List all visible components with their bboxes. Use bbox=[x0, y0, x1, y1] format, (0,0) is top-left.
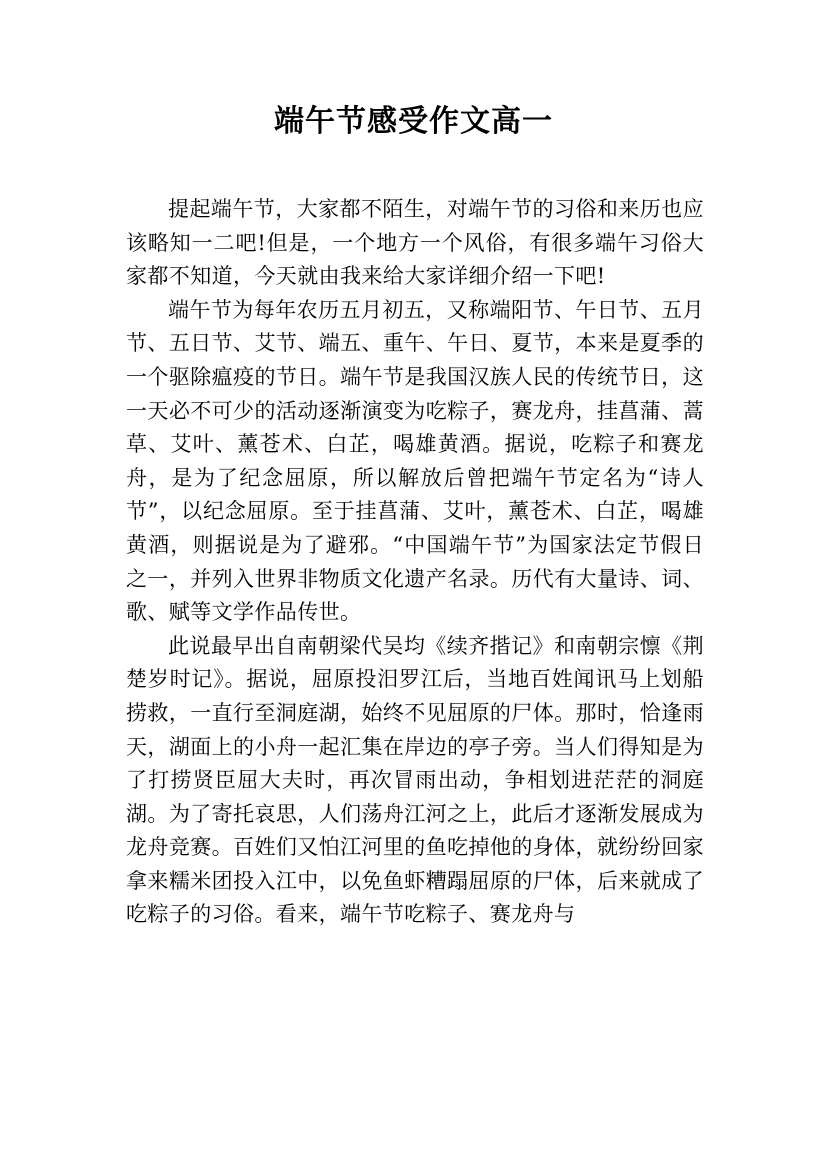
document-title: 端午节感受作文高一 bbox=[274, 104, 553, 139]
paragraph-festival-origin: 端午节为每年农历五月初五，又称端阳节、午日节、五月节、五日节、艾节、端五、重午、午日、夏节，本来是夏季的一个驱除瘟疫的节日。端午节是我国汉族人民的传统节日，这一天必不可少的活动逐渐演变为吃粽子，赛龙舟，挂菖蒲、蒿草、艾叶、薰苍术、白芷，喝雄黄酒。据说，吃粽子和赛龙舟，是为了纪念屈原，所以解放后曾把端午节定名为“诗人节”，以纪念屈原。至于挂菖蒲、艾叶，薰苍术、白芷，喝雄黄酒，则据说是为了避邪。“中国端午节”为国家法定节假日之一，并列入世界非物质文化遗产名录。历代有大量诗、词、歌、赋等文学作品传世。 bbox=[126, 297, 704, 625]
paragraph-intro: 提起端午节，大家都不陌生，对端午节的习俗和来历也应该略知一二吧!但是，一个地方一个风俗，有很多端午习俗大家都不知道，今天就由我来给大家详细介绍一下吧! bbox=[126, 197, 704, 289]
paragraph-legend: 此说最早出自南朝梁代吴均《续齐揩记》和南朝宗懔《荆楚岁时记》。据说，屈原投汨罗江后，当地百姓闻讯马上划船捞救，一直行至洞庭湖，始终不见屈原的尸体。那时，恰逢雨天，湖面上的小舟一起汇集在岸边的亭子旁。当人们得知是为了打捞贤臣屈大夫时，再次冒雨出动，争相划进茫茫的洞庭湖。为了寄托哀思，人们荡舟江河之上，此后才逐渐发展成为龙舟竞赛。百姓们又怕江河里的鱼吃掉他的身体，就纷纷回家拿来糯米团投入江中，以免鱼虾糟蹋屈原的尸体，后来就成了吃粽子的习俗。看来，端午节吃粽子、赛龙舟与 bbox=[126, 633, 704, 927]
document-body bbox=[126, 193, 704, 932]
